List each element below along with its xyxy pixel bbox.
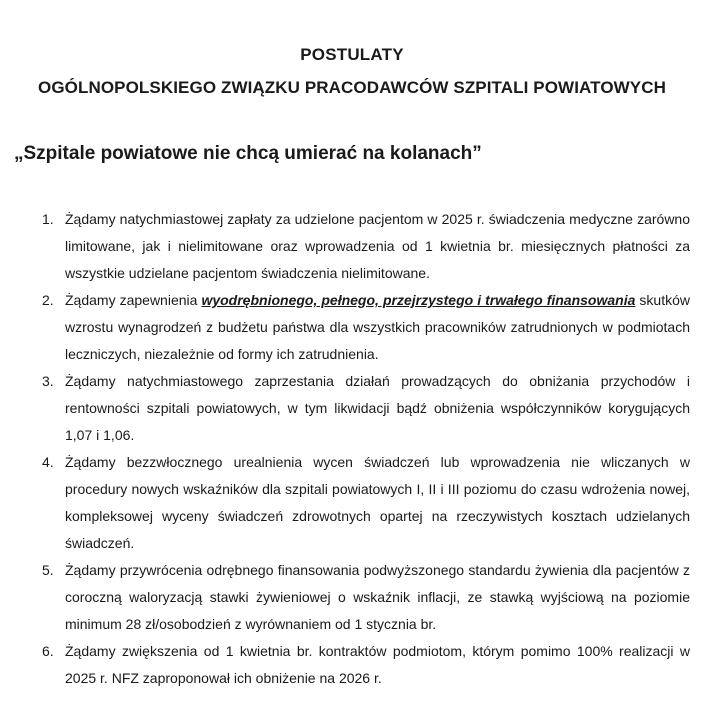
plain-text: Żądamy zwiększenia od 1 kwietnia br. kontraktów podmiotom, którym pomimo 100% realizacji w 2025 r. NFZ zaproponował ich obniżenie na 2026 r.: [65, 643, 690, 686]
plain-text: Żądamy natychmiastowego zaprzestania działań prowadzących do obniżania przychodów i rentowności szpitali powiatowych, w tym likwidacji bądź obniżenia współczynników korygujących 1,07 i 1,06.: [65, 373, 690, 443]
item-text: [65, 562, 690, 632]
plain-text: Żądamy zapewnienia: [65, 292, 202, 308]
item-text: [65, 454, 690, 551]
plain-text: skutków wzrostu wynagrodzeń z budżetu państwa dla wszystkich pracowników zatrudnionych w podmiotach leczniczych, niezależnie od formy ich zatrudnienia.: [65, 292, 690, 362]
item-text: [65, 211, 690, 281]
document-subtitle: OGÓLNOPOLSKIEGO ZWIĄZKU PRACODAWCÓW SZPITALI POWIATOWYCH: [38, 78, 666, 97]
item-number: 5.: [42, 562, 54, 578]
demands-list: [14, 206, 690, 692]
emphasized-text: wyodrębnionego, pełnego, przejrzystego i trwałego finansowania: [201, 292, 636, 308]
item-number: 6.: [42, 643, 54, 659]
item-number: 2.: [42, 292, 54, 308]
plain-text: Żądamy przywrócenia odrębnego finansowania podwyższonego standardu żywienia dla pacjentów z coroczną waloryzacją stawki żywieniowej o wskaźnik inflacji, ze stawką wyjściową na poziomie minimum 28 zł/osobodzień z wyrównaniem od 1 stycznia br.: [65, 562, 690, 632]
item-text: [65, 643, 690, 686]
item-text: [65, 292, 690, 362]
list-item: [14, 638, 690, 692]
list-item: [14, 557, 690, 638]
plain-text: Żądamy natychmiastowej zapłaty za udzielone pacjentom w 2025 r. świadczenia medyczne zarówno limitowane, jak i nielimitowane oraz wprowadzenia od 1 kwietnia br. miesięcznych płatności za wszystkie udzielane pacjentom świadczenia nielimitowane.: [65, 211, 690, 281]
document-motto: „Szpitale powiatowe nie chcą umierać na kolanach”: [14, 143, 482, 164]
list-item: [14, 287, 690, 368]
list-item: [14, 449, 690, 557]
plain-text: Żądamy bezzwłocznego urealnienia wycen świadczeń lub wprowadzenia nie wliczanych w procedury nowych wskaźników dla szpitali powiatowych I, II i III poziomu do czasu wdrożenia nowej, kompleksowej wyceny świadczeń zdrowotnych opartej na rzeczywistych kosztach udzielanych świadczeń.: [65, 454, 690, 551]
document-title: POSTULATY: [300, 45, 404, 64]
list-item: [14, 368, 690, 449]
item-text: [65, 373, 690, 443]
item-number: 4.: [42, 454, 54, 470]
list-item: [14, 206, 690, 287]
item-number: 1.: [42, 211, 54, 227]
item-number: 3.: [42, 373, 54, 389]
